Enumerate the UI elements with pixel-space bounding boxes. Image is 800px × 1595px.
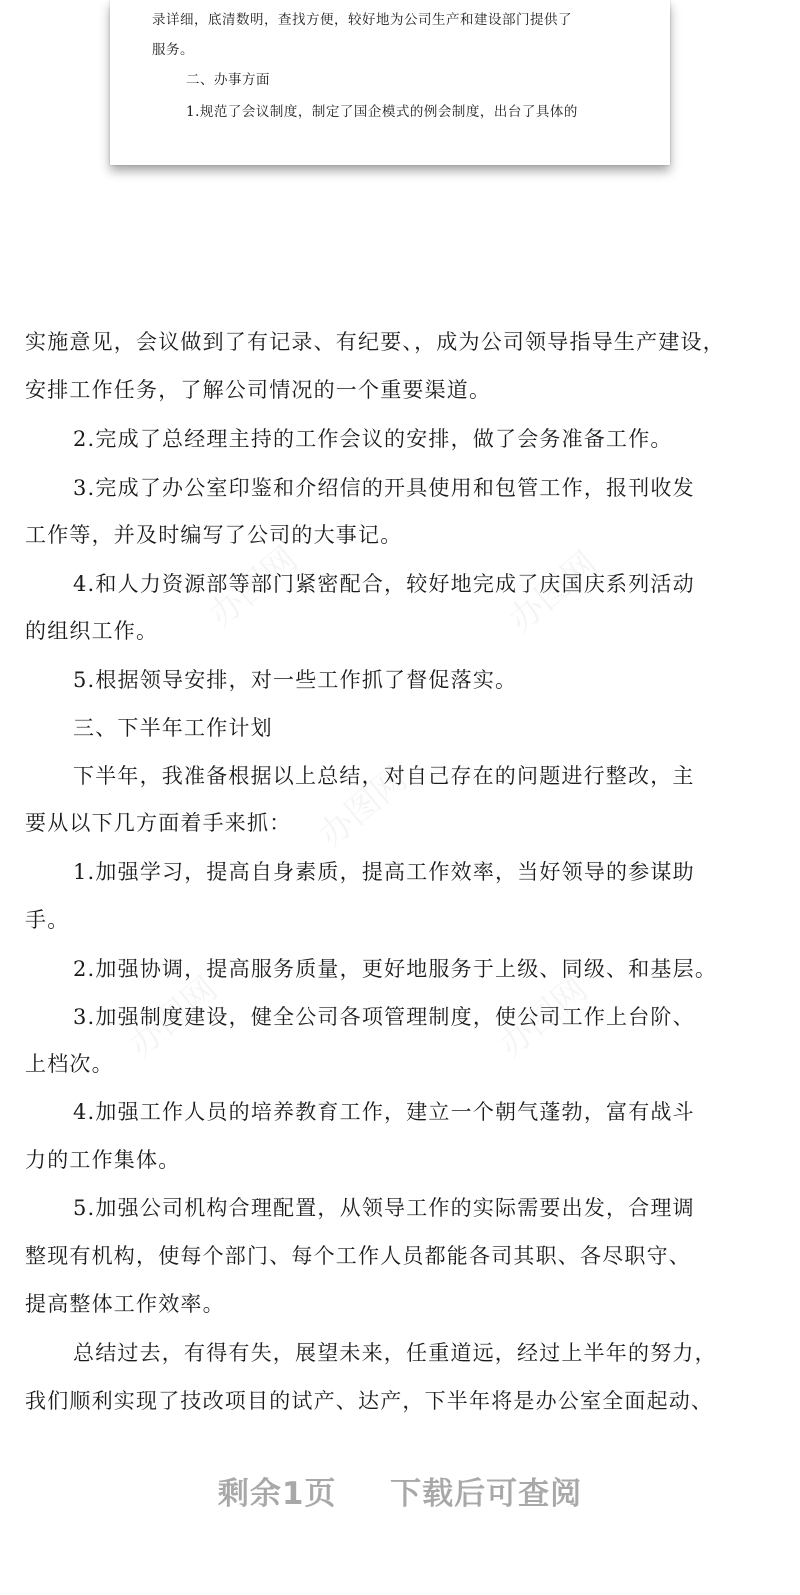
preview-line: 录详细，底清数明，查找方便，较好地为公司生产和建设部门提供了 bbox=[152, 12, 572, 28]
paragraph-line: 总结过去，有得有失，展望未来，任重道远，经过上半年的努力， bbox=[73, 1341, 717, 1365]
document-preview-card bbox=[110, 0, 670, 165]
paragraph-line: 5.根据领导安排，对一些工作抓了督促落实。 bbox=[73, 668, 518, 692]
paragraph-line: 我们顺利实现了技改项目的试产、达产，下半年将是办公室全面起动、 bbox=[25, 1389, 714, 1413]
paragraph-line: 上档次。 bbox=[25, 1052, 114, 1076]
paragraph-line: 3.完成了办公室印鉴和介绍信的开具使用和包管工作，报刊收发 bbox=[73, 476, 695, 500]
section-heading: 三、下半年工作计划 bbox=[73, 716, 273, 740]
paragraph-line: 的组织工作。 bbox=[25, 619, 159, 643]
paragraph-line: 2.完成了总经理主持的工作会议的安排，做了会务准备工作。 bbox=[73, 427, 673, 451]
paragraph-line: 5.加强公司机构合理配置，从领导工作的实际需要出发，合理调 bbox=[73, 1196, 695, 1220]
paragraph-line: 3.加强制度建设，健全公司各项管理制度，使公司工作上台阶、 bbox=[73, 1005, 695, 1029]
download-to-view-label: 下载后可查阅 bbox=[390, 1476, 583, 1512]
remaining-pages-label: 剩余1页 bbox=[217, 1476, 337, 1512]
preview-line: 1.规范了会议制度，制定了国企模式的例会制度，出台了具体的 bbox=[186, 104, 578, 120]
paragraph-line: 2.加强协调，提高服务质量，更好地服务于上级、同级、和基层。 bbox=[73, 957, 718, 981]
preview-line: 服务。 bbox=[152, 42, 194, 58]
paragraph-line: 力的工作集体。 bbox=[25, 1148, 181, 1172]
paragraph-line: 1.加强学习，提高自身素质，提高工作效率，当好领导的参谋助 bbox=[73, 860, 695, 884]
download-prompt[interactable] bbox=[0, 1468, 800, 1513]
preview-line: 二、办事方面 bbox=[186, 72, 270, 88]
paragraph-line: 安排工作任务，了解公司情况的一个重要渠道。 bbox=[25, 378, 492, 402]
paragraph-line: 下半年，我准备根据以上总结，对自己存在的问题进行整改，主 bbox=[73, 764, 695, 788]
paragraph-line: 实施意见，会议做到了有记录、有纪要、，成为公司领导指导生产建设， bbox=[25, 330, 725, 354]
paragraph-line: 提高整体工作效率。 bbox=[25, 1292, 225, 1316]
paragraph-line: 要从以下几方面着手来抓： bbox=[25, 811, 292, 835]
paragraph-line: 手。 bbox=[25, 908, 70, 932]
paragraph-line: 工作等，并及时编写了公司的大事记。 bbox=[25, 523, 403, 547]
paragraph-line: 4.和人力资源部等部门紧密配合，较好地完成了庆国庆系列活动 bbox=[73, 572, 695, 596]
paragraph-line: 4.加强工作人员的培养教育工作，建立一个朝气蓬勃，富有战斗 bbox=[73, 1100, 695, 1124]
paragraph-line: 整现有机构，使每个部门、每个工作人员都能各司其职、各尽职守、 bbox=[25, 1244, 691, 1268]
